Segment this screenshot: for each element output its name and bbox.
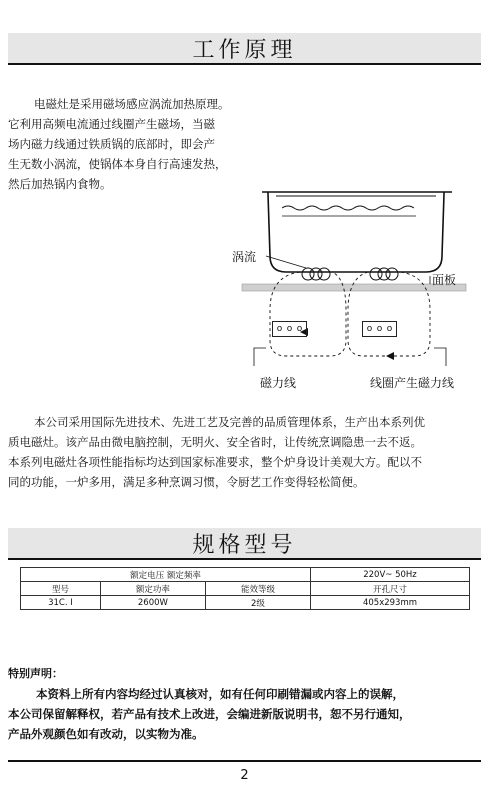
table-cell: 31C. I (21, 596, 101, 610)
notice-paragraph (8, 684, 486, 744)
magnetic-flux-label: 磁力线 (260, 376, 297, 390)
page-number: 2 (240, 768, 249, 783)
intro-line: 然后加热锅内食物。 (8, 177, 112, 191)
table-cell: 405x293mm (310, 596, 469, 610)
intro-line: 生无数小涡流，使锅体本身自行高速发热， (8, 157, 227, 171)
button-glyph: o (276, 324, 283, 334)
control-buttons-right (362, 321, 397, 337)
table-header: 能效等级 (205, 582, 310, 596)
description-line: 质电磁灶。该产品由微电脑控制，无明火、安全省时，让传统烹调隐患一去不返。 (8, 435, 422, 449)
table-cell: 2600W (100, 596, 205, 610)
eddy-coil-right (370, 268, 398, 280)
pot-contents (282, 206, 414, 210)
eddy-coil-left (302, 268, 330, 280)
footer-rule (8, 760, 481, 762)
button-glyph: o (376, 324, 383, 334)
control-buttons-left (272, 321, 307, 337)
intro-line: 电磁灶是采用磁场感应涡流加热原理。 (34, 97, 230, 111)
description-line: 本公司采用国际先进技术、先进工艺及完善的品质管理体系，生产出本系列优 (34, 415, 425, 429)
flux-arrow-right (386, 352, 394, 360)
section-title-working-principle (8, 33, 481, 65)
table-row (21, 596, 470, 610)
section-title-text: 规格型号 (192, 532, 297, 558)
description-paragraph (8, 412, 484, 492)
spec-table (20, 567, 470, 610)
eddy-current-label: 涡流 (232, 250, 257, 264)
intro-line: 场内磁力线通过铁质锅的底部时，即会产 (8, 137, 215, 151)
intro-line: 它利用高频电流通过线圈产生磁场，当磁 (8, 117, 215, 131)
notice-line: 本资料上所有内容均经过认真核对，如有任何印刷错漏或内容上的误解， (36, 687, 404, 701)
intro-paragraph (8, 94, 248, 194)
diagram-drawing (230, 180, 485, 400)
table-cell: 2级 (205, 596, 310, 610)
description-line: 本系列电磁灶各项性能指标均达到国家标准要求，整个炉身设计美观大方。配以不 (8, 455, 422, 469)
panel-label: 面板 (432, 273, 457, 287)
table-cell: 220V~ 50Hz (310, 568, 469, 582)
coil-label-pointer (434, 348, 446, 366)
table-header: 型号 (21, 582, 101, 596)
button-glyph: o (386, 324, 393, 334)
table-row (21, 582, 470, 596)
description-line: 同的功能，一炉多用，满足多种烹调习惯，令厨艺工作变得轻松简便。 (8, 475, 365, 489)
table-cell: 额定电压 额定频率 (21, 568, 311, 582)
notice-line: 产品外观颜色如有改动，以实物为准。 (8, 727, 204, 741)
button-glyph: o (296, 324, 303, 334)
notice-title: 特别声明： (8, 667, 63, 680)
notice-line: 本公司保留解释权，若产品有技术上改进，会编进新版说明书，恕不另行通知， (8, 707, 411, 721)
table-row (21, 568, 470, 582)
table-header: 额定功率 (100, 582, 205, 596)
section-title-text: 工作原理 (192, 37, 297, 63)
induction-principle-diagram (230, 180, 485, 400)
section-title-specifications (8, 528, 481, 560)
table-header: 开孔尺寸 (310, 582, 469, 596)
coil-flux-label: 线圈产生磁力线 (370, 376, 455, 390)
pot-outline (262, 192, 452, 272)
flux-label-pointer (254, 348, 266, 366)
button-glyph: o (286, 324, 293, 334)
button-glyph: o (366, 324, 373, 334)
